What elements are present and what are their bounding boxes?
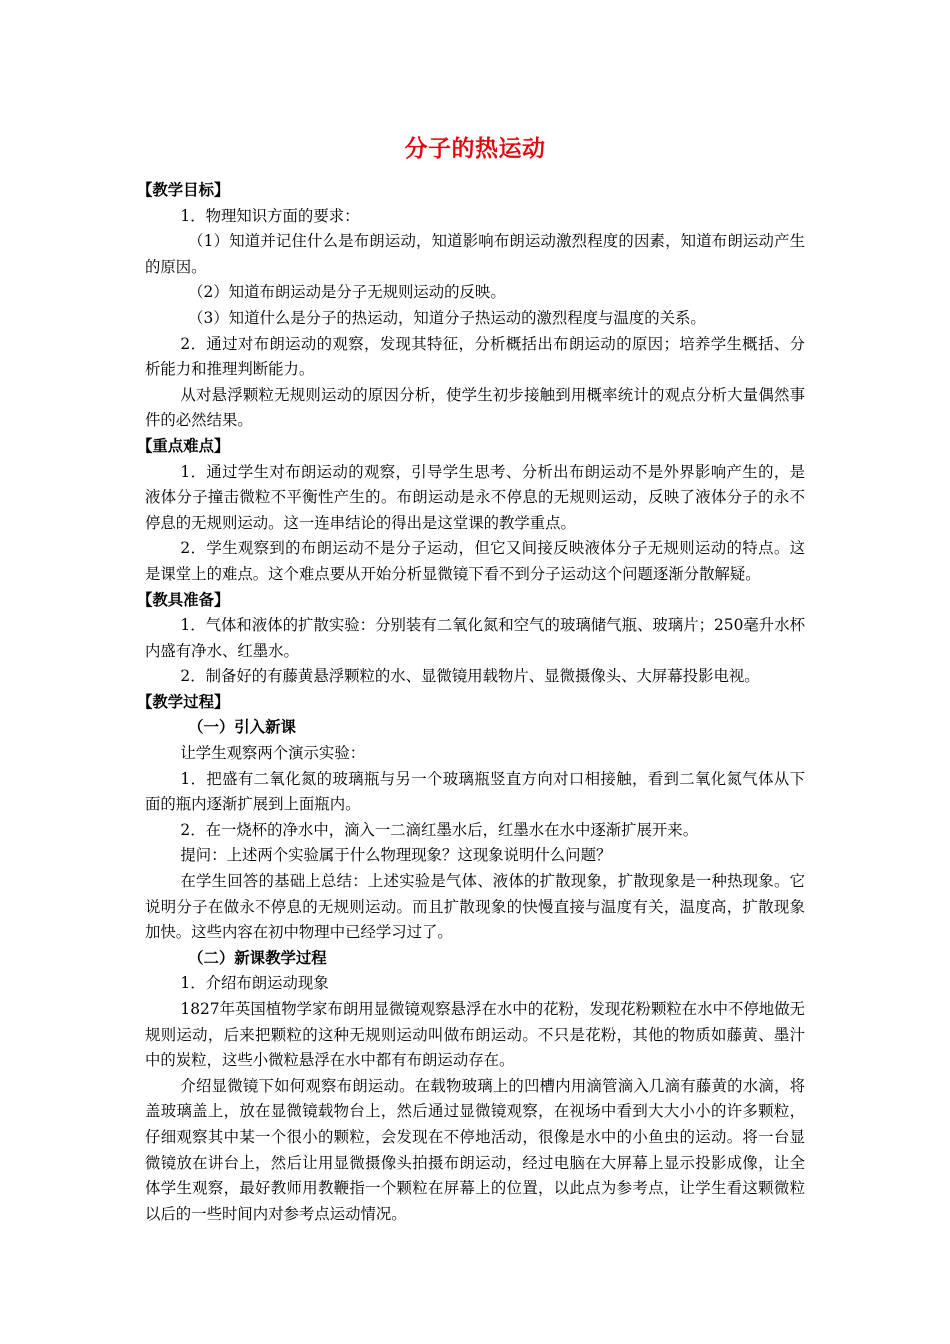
paragraph: （1）知道并记住什么是布朗运动，知道影响布朗运动激烈程度的因素，知道布朗运动产生的原因。 <box>145 232 805 276</box>
section-heading-process: 【教学过程】 <box>137 692 230 711</box>
paragraph: 2．通过对布朗运动的观察，发现其特征，分析概括出布朗运动的原因；培养学生概括、分析能力和推理判断能力。 <box>145 334 805 379</box>
paragraph: 提问：上述两个实验属于什么物理现象？这现象说明什么问题？ <box>180 846 612 865</box>
paragraph: 1．通过学生对布朗运动的观察，引导学生思考、分析出布朗运动不是外界影响产生的，是液体分子撞击微粒不平衡性产生的。布朗运动是永不停息的无规则运动，反映了液体分子的永不停息的无规则运动。这一连串结论的得出是这堂课的教学重点。 <box>145 462 805 532</box>
paragraph: （3）知道什么是分子的热运动，知道分子热运动的激烈程度与温度的关系。 <box>188 308 706 327</box>
paragraph: （2）知道布朗运动是分子无规则运动的反映。 <box>188 283 506 302</box>
paragraph: 1．介绍布朗运动现象 <box>180 974 329 993</box>
document-body <box>137 178 805 1227</box>
paragraph: 让学生观察两个演示实验： <box>180 744 366 763</box>
paragraph: 从对悬浮颗粒无规则运动的原因分析，使学生初步接触到用概率统计的观点分析大量偶然事件的必然结果。 <box>145 385 805 430</box>
paragraph: 1．把盛有二氧化氮的玻璃瓶与另一个玻璃瓶竖直方向对口相接触，看到二氧化氮气体从下面的瓶内逐渐扩展到上面瓶内。 <box>145 769 805 814</box>
paragraph: 1827年英国植物学家布朗用显微镜观察悬浮在水中的花粉，发现花粉颗粒在水中不停地做无规则运动，后来把颗粒的这种无规则运动叫做布朗运动。不只是花粉，其他的物质如藤黄、墨汁中的炭粒，这些小微粒悬浮在水中都有布朗运动存在。 <box>145 1000 805 1070</box>
paragraph: 2．学生观察到的布朗运动不是分子运动，但它又间接反映液体分子无规则运动的特点。这是课堂上的难点。这个难点要从开始分析显微镜下看不到分子运动这个问题逐渐分散解疑。 <box>145 539 805 583</box>
paragraph: 在学生回答的基础上总结：上述实验是气体、液体的扩散现象，扩散现象是一种热现象。它说明分子在做永不停息的无规则运动。而且扩散现象的快慢直接与温度有关，温度高，扩散现象加快。这些内容在初中物理中已经学习过了。 <box>145 872 805 942</box>
subsection-heading-new-lesson: （二）新课教学过程 <box>188 948 327 967</box>
subsection-heading-intro: （一）引入新课 <box>188 718 296 737</box>
paragraph: 1．气体和液体的扩散实验：分别装有二氧化氮和空气的玻璃储气瓶、玻璃片；250毫升水杯内盛有净水、红墨水。 <box>145 616 805 660</box>
section-heading-keypoints: 【重点难点】 <box>137 436 230 455</box>
paragraph: 1．物理知识方面的要求： <box>180 206 360 225</box>
section-heading-materials: 【教具准备】 <box>137 590 230 609</box>
page-title: 分子的热运动 <box>404 136 546 162</box>
paragraph: 2．制备好的有藤黄悬浮颗粒的水、显微镜用载物片、显微摄像头、大屏幕投影电视。 <box>180 667 760 686</box>
paragraph: 2．在一烧杯的净水中，滴入一二滴红墨水后，红墨水在水中逐渐扩展开来。 <box>180 820 699 839</box>
section-heading-objectives: 【教学目标】 <box>137 181 230 199</box>
paragraph: 介绍显微镜下如何观察布朗运动。在载物玻璃上的凹槽内用滴管滴入几滴有藤黄的水滴，将盖玻璃盖上，放在显微镜载物台上，然后通过显微镜观察，在视场中看到大大小小的许多颗粒，仔细观察其中某一个很小的颗粒，会发现在不停地活动，很像是水中的小鱼虫的运动。将一台显微镜放在讲台上，然后让用显微摄像头拍摄布朗运动，经过电脑在大屏幕上显示投影成像，让全体学生观察，最好教师用教鞭指一个颗粒在屏幕上的位置，以此点为参考点，让学生看这颗微粒以后的一些时间内对参考点运动情况。 <box>145 1076 805 1223</box>
